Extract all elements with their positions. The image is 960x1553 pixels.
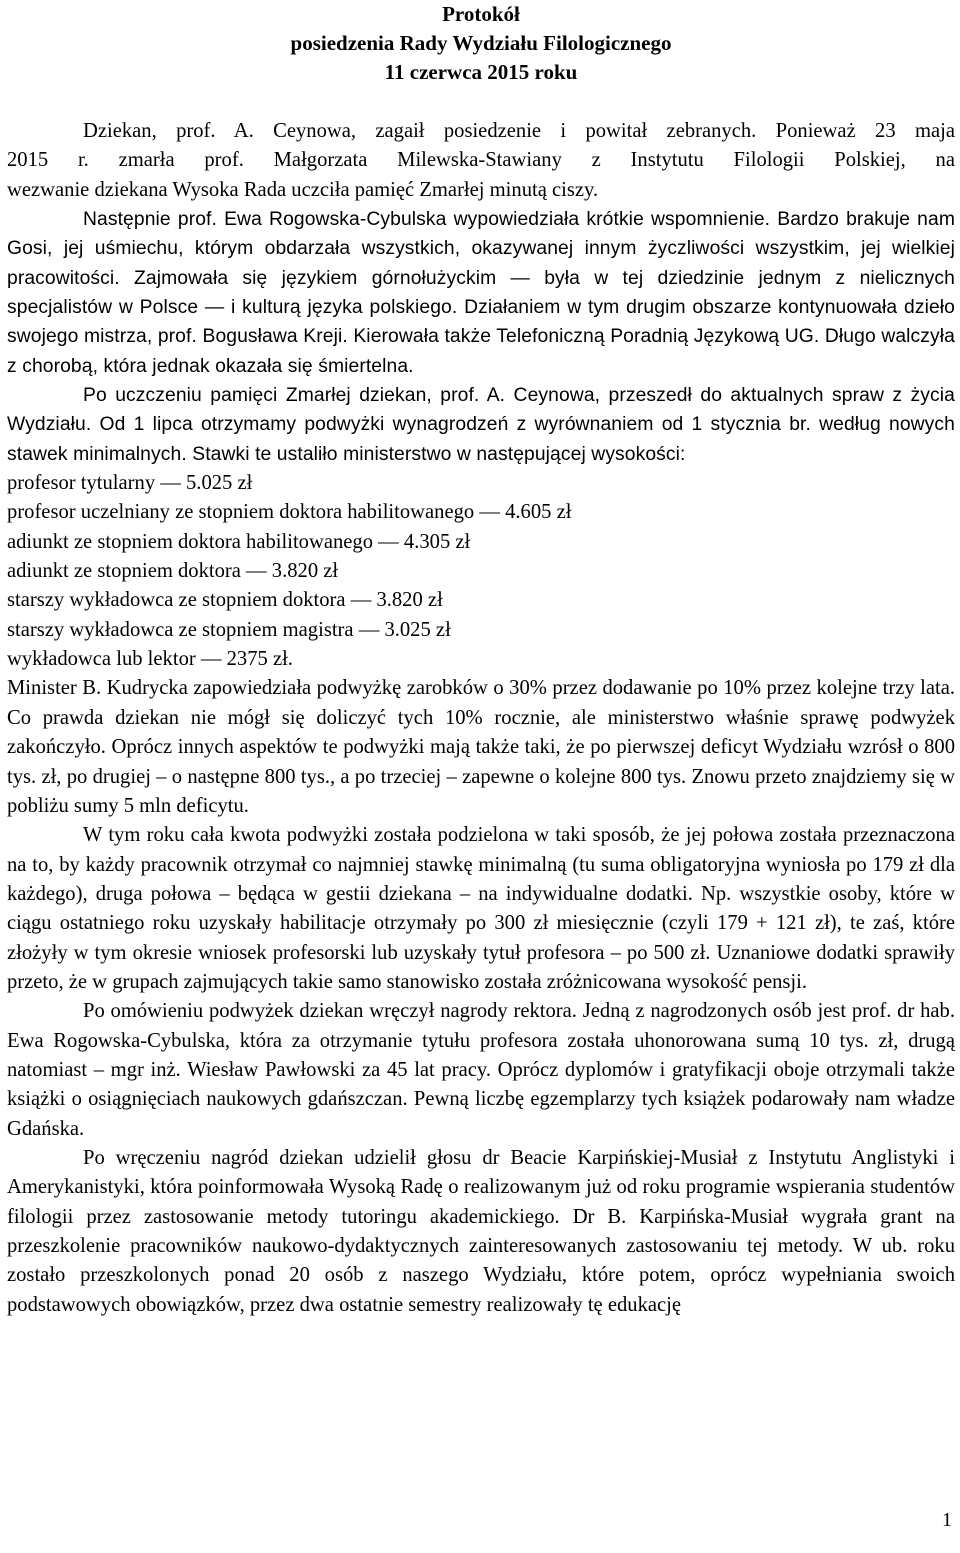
spacer [7,88,955,117]
opening-line-3: wezwanie dziekana Wysoka Rada uczciła pamięć Zmarłej minutą ciszy. [7,178,599,201]
title-date: 11 czerwca 2015 roku [384,60,578,85]
paragraph-opening [7,117,955,205]
salary-item: adiunkt ze stopniem doktora — 3.820 zł [7,560,339,583]
paragraph-memory: Następnie prof. Ewa Rogowska-Cybulska wypowiedziała krótkie wspomnienie. Bardzo brakuje nam Gosi, jej uśmiechu, którym obdarzała wszystkich, okazywanej innym życzliwości wszystkim, jej wielkiej pracowitości. Zajmowała się językiem górnołużyckim — była w tej dziedzinie jednym z nielicznych specjalistów w Polsce — i kulturą języka polskiego. Działaniem w tym drugim obszarze kontynuowała dzieło swojego mistrza, prof. Bogusława Kreji. Kierowała także Telefoniczną Poradnią Językową UG. Długo walczyła z chorobą, która jednak okazała się śmiertelna. [7,208,955,377]
paragraph-raise-distribution: W tym roku cała kwota podwyżki została podzielona w taki sposób, że jej połowa została przeznaczona na to, by każdy pracownik otrzymał co najmniej stawkę minimalną (tu suma obligatoryjna wyniosła po 179 zł dla każdego), druga połowa – będąca w gestii dziekana – na indywidualne dodatki. Np. wszystkie osoby, które w ciągu ostatniego roku uzyskały habilitacje otrzymały po 300 zł miesięcznie (czyli 179 + 121 zł), te zaś, które złożyły w tym okresie wniosek profesorski lub uzyskały tytuł profesora – po 500 zł. Uznaniowe dodatki sprawiły przeto, że w grupach zajmujących takie samo stanowisko została zróżnicowana wysokość pensji. [7,824,955,993]
salary-list [7,469,955,674]
document-title [7,0,955,88]
salary-item: starszy wykładowca ze stopniem doktora — 3.820 zł [7,589,443,612]
document-page [7,0,955,1320]
paragraph-tutoring: Po wręczeniu nagród dziekan udzielił głosu dr Beacie Karpińskiej-Musiał z Instytutu Anglistyki i Amerykanistyki, która poinformowała Wysoką Radę o realizowanym już od roku programie wspierania studentów filologii przez zastosowanie metody tutoringu akademickiego. Dr B. Karpińska-Musiał wygrała grant na przeszkolenie pracowników naukowo-dydaktycznych zainteresowanych zastosowaniu tej metody. W ub. roku zostało przeszkolonych ponad 20 osób z naszego Wydziału, które potem, oprócz wypełniania swoich podstawowych obowiązków, przez dwa ostatnie semestry realizowały tę edukację [7,1146,955,1316]
opening-line-2: 2015 r. zmarła prof. Małgorzata Milewska-Stawiany z Instytutu Filologii Polskiej, na [7,149,955,172]
page-number: 1 [942,1509,952,1531]
title-meeting: posiedzenia Rady Wydziału Filologicznego [290,31,672,56]
salary-item: profesor uczelniany ze stopniem doktora habilitowanego — 4.605 zł [7,501,572,524]
paragraph-salaries-intro: Po uczczeniu pamięci Zmarłej dziekan, prof. A. Ceynowa, przeszedł do aktualnych spraw z życia Wydziału. Od 1 lipca otrzymamy podwyżki wynagrodzeń z wyrównaniem od 1 stycznia br. według nowych stawek minimalnych. Stawki te ustaliło ministerstwo w następującej wysokości: [7,385,955,465]
opening-line-1: Dziekan, prof. A. Ceynowa, zagaił posiedzenie i powitał zebranych. Ponieważ 23 maja [83,119,955,142]
paragraph-rector-awards: Po omówieniu podwyżek dziekan wręczył nagrody rektora. Jedną z nagrodzonych osób jest prof. dr hab. Ewa Rogowska-Cybulska, która za otrzymanie tytułu profesora została uhonorowana sumą 10 tys. zł, drugą natomiast – mgr inż. Wiesław Pawłowski za 45 lat pracy. Oprócz dyplomów i gratyfikacji oboje otrzymali także książki o osiągnięciach naukowych gdańszczan. Pewną liczbę egzemplarzy tych książek podarowały nam władze Gdańska. [7,1000,955,1140]
title-protokol: Protokół [442,2,520,26]
salary-item: wykładowca lub lektor — 2375 zł. [7,648,293,671]
salary-item: profesor tytularny — 5.025 zł [7,472,253,495]
salary-item: starszy wykładowca ze stopniem magistra — 3.025 zł [7,618,451,641]
salary-item: adiunkt ze stopniem doktora habilitowanego — 4.305 zł [7,530,471,553]
paragraph-minister: Minister B. Kudrycka zapowiedziała podwyżkę zarobków o 30% przez dodawanie po 10% przez kolejne trzy lata. Co prawda dziekan nie mógł się doliczyć tych 10% rocznie, ale ministerstwo właśnie sprawę podwyżek zakończyło. Oprócz innych aspektów te podwyżki mają także taki, że po pierwszej deficyt Wydziału wzrósł o 800 tys. zł, po drugiej – o następne 800 tys., a po trzeciej – zapewne o kolejne 800 tys. Znowu przeto znajdziemy się w pobliżu sumy 5 mln deficytu. [7,677,955,817]
